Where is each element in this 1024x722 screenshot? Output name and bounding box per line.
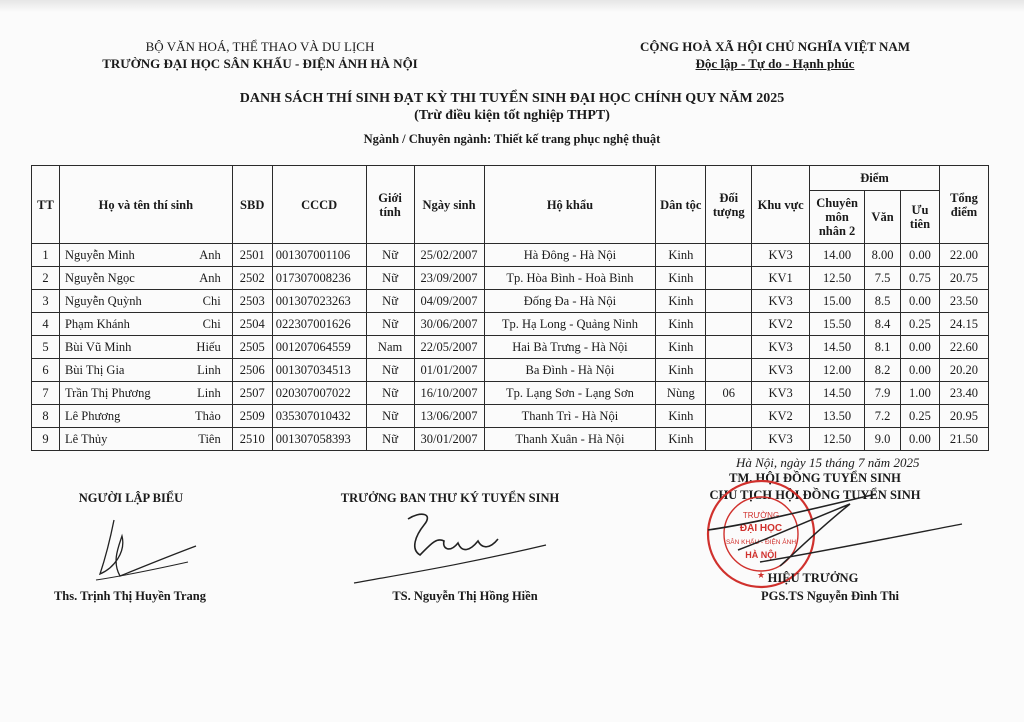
header-major2: Chuyên môn nhân 2 [810, 191, 865, 244]
col-dob: 04/09/2007 [414, 290, 484, 313]
table-row [32, 428, 989, 451]
col-ethnicity: Kinh [656, 313, 706, 336]
candidate-name [63, 317, 229, 332]
col-dob: 30/01/2007 [414, 428, 484, 451]
given-name: Thảo [195, 408, 221, 423]
col-total: 22.60 [939, 336, 988, 359]
principal-position: HIỆU TRƯỞNG [767, 571, 859, 585]
table-row [32, 359, 989, 382]
col-sbd: 2505 [232, 336, 272, 359]
stamp-line-2: ĐẠI HỌC [739, 523, 783, 534]
candidate-name [63, 340, 229, 355]
surname: Phạm Khánh [64, 316, 130, 331]
col-cccd: 022307001626 [272, 313, 366, 336]
col-dob: 13/06/2007 [414, 405, 484, 428]
header-bonus: Ưu tiên [901, 191, 940, 244]
col-sbd: 2501 [232, 244, 272, 267]
col-ethnicity: Kinh [656, 336, 706, 359]
col-priority [706, 359, 752, 382]
secretary-title: TRƯỞNG BAN THƯ KÝ TUYỂN SINH [340, 491, 560, 505]
surname: Nguyễn Ngọc [64, 270, 135, 285]
col-residence: Thanh Trì - Hà Nội [484, 405, 656, 428]
col-gender: Nữ [366, 428, 414, 451]
col-literature: 9.0 [865, 428, 901, 451]
col-cccd: 001207064559 [272, 336, 366, 359]
col-sbd: 2503 [232, 290, 272, 313]
given-name: Linh [197, 385, 221, 400]
col-priority [706, 405, 752, 428]
col-bonus: 0.00 [901, 428, 940, 451]
col-tt: 4 [32, 313, 60, 336]
col-priority [706, 428, 752, 451]
scan-top-band [0, 0, 1024, 12]
col-ethnicity: Kinh [656, 244, 706, 267]
surname: Nguyễn Quỳnh [64, 293, 142, 308]
col-ethnicity: Kinh [656, 428, 706, 451]
candidate-name [63, 271, 229, 286]
stamp-line-1: TRƯỜNG [742, 511, 780, 520]
header-cccd: CCCD [272, 166, 366, 244]
table-body [32, 244, 989, 451]
given-name: Tiên [198, 431, 221, 446]
council-line-1: TM. HỘI ĐỒNG TUYỂN SINH [729, 471, 901, 485]
national-header [600, 38, 950, 72]
candidate-name [63, 294, 229, 309]
col-ethnicity: Kinh [656, 359, 706, 382]
col-gender: Nữ [366, 244, 414, 267]
col-residence: Tp. Lạng Sơn - Lạng Sơn [484, 382, 656, 405]
candidate-name [63, 432, 229, 447]
col-region: KV2 [752, 313, 810, 336]
col-sbd: 2507 [232, 382, 272, 405]
col-major2: 14.00 [810, 244, 865, 267]
col-total: 24.15 [939, 313, 988, 336]
table-row [32, 244, 989, 267]
col-sbd: 2509 [232, 405, 272, 428]
col-major2: 12.50 [810, 428, 865, 451]
stamp-line-4: HÀ NỘI [745, 550, 777, 560]
col-major2: 12.50 [810, 267, 865, 290]
surname: Trần Thị Phương [64, 385, 151, 400]
col-dob: 23/09/2007 [414, 267, 484, 290]
col-tt: 8 [32, 405, 60, 428]
header-total: Tổng điểm [939, 166, 988, 244]
col-major2: 13.50 [810, 405, 865, 428]
surname: Lê Thủy [64, 431, 108, 446]
secretary-name: TS. Nguyễn Thị Hồng Hiền [392, 589, 538, 603]
col-name [59, 290, 232, 313]
col-gender: Nữ [366, 405, 414, 428]
surname: Lê Phương [64, 408, 121, 423]
header-tt: TT [32, 166, 60, 244]
col-tt: 3 [32, 290, 60, 313]
col-priority [706, 267, 752, 290]
col-major2: 14.50 [810, 382, 865, 405]
col-total: 22.00 [939, 244, 988, 267]
col-bonus: 0.75 [901, 267, 940, 290]
school-name: TRƯỜNG ĐẠI HỌC SÂN KHẤU - ĐIỆN ẢNH HÀ NỘI [102, 56, 418, 71]
col-sbd: 2510 [232, 428, 272, 451]
col-dob: 22/05/2007 [414, 336, 484, 359]
col-region: KV1 [752, 267, 810, 290]
col-residence: Tp. Hạ Long - Quảng Ninh [484, 313, 656, 336]
col-dob: 01/01/2007 [414, 359, 484, 382]
col-residence: Hà Đông - Hà Nội [484, 244, 656, 267]
surname: Bùi Thị Gia [64, 362, 125, 377]
col-tt: 1 [32, 244, 60, 267]
col-ethnicity: Nùng [656, 382, 706, 405]
col-sbd: 2502 [232, 267, 272, 290]
col-region: KV3 [752, 244, 810, 267]
col-name [59, 244, 232, 267]
col-total: 23.40 [939, 382, 988, 405]
table-row [32, 290, 989, 313]
given-name: Chi [202, 316, 221, 331]
given-name: Hiếu [196, 339, 221, 354]
header-region: Khu vực [752, 166, 810, 244]
col-region: KV3 [752, 290, 810, 313]
col-total: 21.50 [939, 428, 988, 451]
col-priority: 06 [706, 382, 752, 405]
major-line: Ngành / Chuyên ngành: Thiết kế trang phục nghệ thuật [363, 132, 661, 146]
col-literature: 7.5 [865, 267, 901, 290]
secretary-signature [350, 505, 550, 590]
header-literature: Văn [865, 191, 901, 244]
col-major2: 15.50 [810, 313, 865, 336]
col-literature: 7.9 [865, 382, 901, 405]
candidate-name [63, 248, 229, 263]
principal-signature [700, 490, 965, 580]
col-literature: 7.2 [865, 405, 901, 428]
given-name: Anh [199, 247, 221, 262]
candidate-name [63, 363, 229, 378]
preparer-signature [92, 512, 202, 590]
document-title [0, 90, 1024, 124]
stamp-line-3: SÂN KHẤU - ĐIỆN ẢNH [725, 539, 797, 546]
col-ethnicity: Kinh [656, 290, 706, 313]
col-bonus: 0.25 [901, 405, 940, 428]
ministry-name: BỘ VĂN HOÁ, THỂ THAO VÀ DU LỊCH [145, 39, 375, 54]
col-literature: 8.4 [865, 313, 901, 336]
national-motto: Độc lập - Tự do - Hạnh phúc [695, 56, 855, 71]
col-name [59, 382, 232, 405]
col-gender: Nữ [366, 359, 414, 382]
col-tt: 5 [32, 336, 60, 359]
title-line-1: DANH SÁCH THÍ SINH ĐẠT KỲ THI TUYỂN SINH ĐẠI HỌC CHÍNH QUY NĂM 2025 [239, 91, 785, 106]
col-priority [706, 244, 752, 267]
table-row [32, 336, 989, 359]
col-tt: 2 [32, 267, 60, 290]
stamp-star-icon: ★ [756, 570, 766, 580]
header-priority-group: Đối tượng [706, 166, 752, 244]
col-residence: Đống Đa - Hà Nội [484, 290, 656, 313]
col-bonus: 1.00 [901, 382, 940, 405]
col-major2: 12.00 [810, 359, 865, 382]
candidate-name [63, 386, 229, 401]
col-cccd: 001307058393 [272, 428, 366, 451]
col-cccd: 017307008236 [272, 267, 366, 290]
col-ethnicity: Kinh [656, 267, 706, 290]
col-sbd: 2504 [232, 313, 272, 336]
candidate-name [63, 409, 229, 424]
surname: Nguyễn Minh [64, 247, 135, 262]
col-cccd: 035307010432 [272, 405, 366, 428]
col-ethnicity: Kinh [656, 405, 706, 428]
col-residence: Ba Đình - Hà Nội [484, 359, 656, 382]
col-gender: Nữ [366, 267, 414, 290]
table-row [32, 405, 989, 428]
col-name [59, 336, 232, 359]
table-row [32, 267, 989, 290]
col-major2: 15.00 [810, 290, 865, 313]
col-dob: 25/02/2007 [414, 244, 484, 267]
col-residence: Tp. Hòa Bình - Hoà Bình [484, 267, 656, 290]
signing-date: Hà Nội, ngày 15 tháng 7 năm 2025 [736, 455, 920, 470]
col-total: 20.95 [939, 405, 988, 428]
col-literature: 8.1 [865, 336, 901, 359]
table-row [32, 313, 989, 336]
col-name [59, 359, 232, 382]
ministry-header [80, 38, 440, 72]
col-name [59, 405, 232, 428]
col-residence: Thanh Xuân - Hà Nội [484, 428, 656, 451]
col-cccd: 020307007022 [272, 382, 366, 405]
col-total: 20.20 [939, 359, 988, 382]
col-literature: 8.00 [865, 244, 901, 267]
country-name: CỘNG HOÀ XÃ HỘI CHỦ NGHĨA VIỆT NAM [639, 39, 911, 54]
col-gender: Nữ [366, 313, 414, 336]
col-name [59, 313, 232, 336]
col-gender: Nữ [366, 382, 414, 405]
header-score-group: Điểm [810, 166, 940, 191]
title-line-2: (Trừ điều kiện tốt nghiệp THPT) [414, 108, 610, 123]
header-ethnicity: Dân tộc [656, 166, 706, 244]
col-tt: 6 [32, 359, 60, 382]
header-sbd: SBD [232, 166, 272, 244]
principal-name: PGS.TS Nguyễn Đình Thi [760, 589, 900, 603]
col-tt: 9 [32, 428, 60, 451]
col-literature: 8.5 [865, 290, 901, 313]
col-region: KV2 [752, 405, 810, 428]
header-dob: Ngày sinh [414, 166, 484, 244]
col-name [59, 267, 232, 290]
col-tt: 7 [32, 382, 60, 405]
col-gender: Nam [366, 336, 414, 359]
col-region: KV3 [752, 359, 810, 382]
preparer-title: NGƯỜI LẬP BIỂU [78, 491, 184, 505]
given-name: Chi [202, 293, 221, 308]
col-gender: Nữ [366, 290, 414, 313]
col-region: KV3 [752, 382, 810, 405]
header-residence: Hộ khẩu [484, 166, 656, 244]
given-name: Linh [197, 362, 221, 377]
col-bonus: 0.25 [901, 313, 940, 336]
given-name: Anh [199, 270, 221, 285]
col-dob: 30/06/2007 [414, 313, 484, 336]
preparer-name: Ths. Trịnh Thị Huyền Trang [53, 589, 207, 603]
col-total: 20.75 [939, 267, 988, 290]
header-name: Họ và tên thí sinh [59, 166, 232, 244]
col-priority [706, 290, 752, 313]
col-major2: 14.50 [810, 336, 865, 359]
col-bonus: 0.00 [901, 336, 940, 359]
candidates-table [31, 165, 989, 451]
surname: Bùi Vũ Minh [64, 339, 132, 354]
col-sbd: 2506 [232, 359, 272, 382]
col-residence: Hai Bà Trưng - Hà Nội [484, 336, 656, 359]
col-region: KV3 [752, 336, 810, 359]
col-cccd: 001307034513 [272, 359, 366, 382]
col-dob: 16/10/2007 [414, 382, 484, 405]
col-bonus: 0.00 [901, 244, 940, 267]
col-region: KV3 [752, 428, 810, 451]
col-priority [706, 313, 752, 336]
col-bonus: 0.00 [901, 290, 940, 313]
table-row [32, 382, 989, 405]
council-line-2: CHỦ TỊCH HỘI ĐỒNG TUYỂN SINH [709, 488, 921, 502]
col-literature: 8.2 [865, 359, 901, 382]
col-total: 23.50 [939, 290, 988, 313]
header-gender: Giới tính [366, 166, 414, 244]
col-cccd: 001307001106 [272, 244, 366, 267]
col-cccd: 001307023263 [272, 290, 366, 313]
col-name [59, 428, 232, 451]
col-bonus: 0.00 [901, 359, 940, 382]
col-priority [706, 336, 752, 359]
